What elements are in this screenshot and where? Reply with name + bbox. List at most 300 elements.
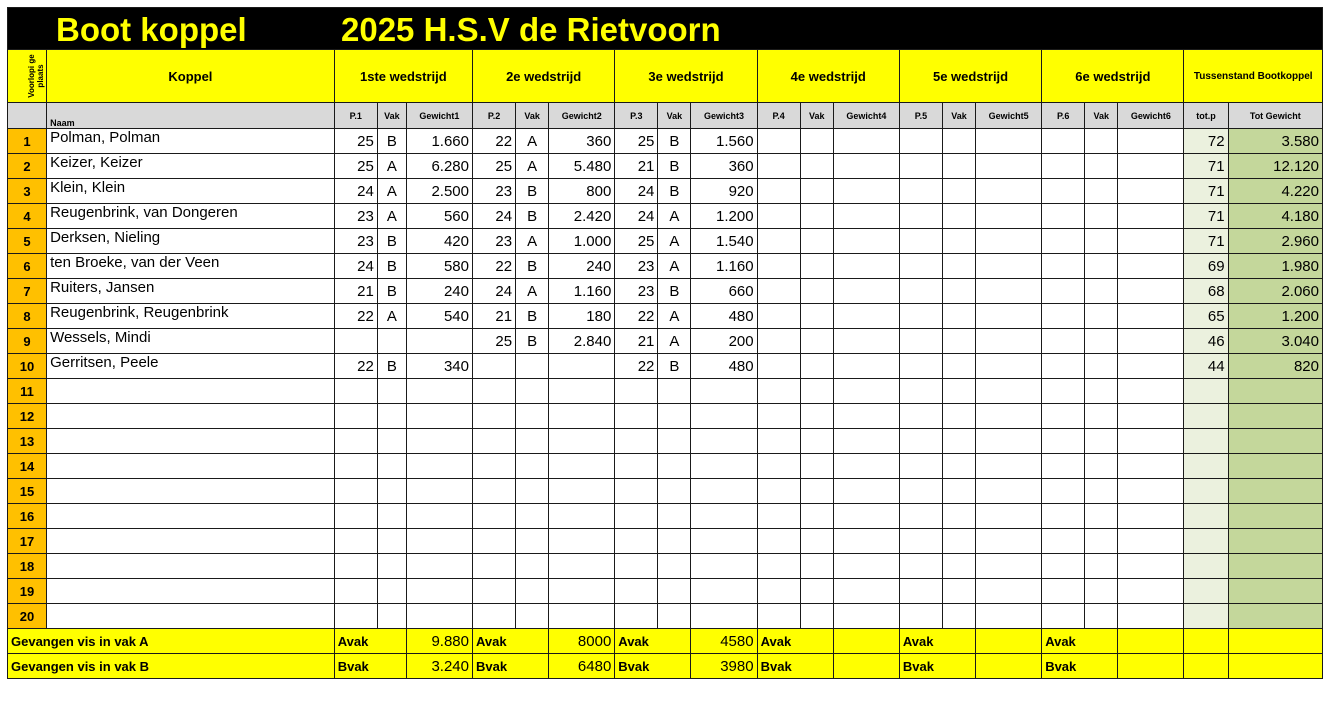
vak-cell[interactable] <box>800 304 833 329</box>
vak-cell[interactable]: A <box>516 229 549 254</box>
vak-cell[interactable] <box>516 554 549 579</box>
points-cell[interactable] <box>899 279 942 304</box>
vak-cell[interactable] <box>1085 504 1118 529</box>
weight-cell[interactable]: 540 <box>406 304 472 329</box>
subheader-gewicht-3[interactable]: Gewicht3 <box>691 103 757 129</box>
weight-cell[interactable] <box>976 154 1042 179</box>
vak-cell[interactable] <box>516 529 549 554</box>
points-cell[interactable] <box>473 554 516 579</box>
points-cell[interactable]: 21 <box>473 304 516 329</box>
weight-cell[interactable] <box>976 204 1042 229</box>
vak-cell[interactable] <box>1085 379 1118 404</box>
vak-cell[interactable] <box>658 404 691 429</box>
weight-cell[interactable] <box>976 179 1042 204</box>
points-cell[interactable] <box>615 429 658 454</box>
vak-cell[interactable] <box>377 379 406 404</box>
points-cell[interactable] <box>473 379 516 404</box>
points-cell[interactable] <box>1042 579 1085 604</box>
vak-cell[interactable] <box>516 504 549 529</box>
total-points-cell[interactable]: 72 <box>1184 129 1228 154</box>
vak-cell[interactable] <box>942 179 975 204</box>
weight-cell[interactable] <box>691 604 757 629</box>
points-cell[interactable]: 25 <box>615 129 658 154</box>
rank-cell[interactable]: 9 <box>8 329 47 354</box>
vak-cell[interactable]: B <box>516 204 549 229</box>
subheader-vak-4[interactable]: Vak <box>800 103 833 129</box>
points-cell[interactable] <box>757 354 800 379</box>
footer-label[interactable]: Gevangen vis in vak B <box>8 654 335 679</box>
weight-cell[interactable] <box>1118 129 1184 154</box>
points-cell[interactable] <box>757 379 800 404</box>
points-cell[interactable] <box>899 429 942 454</box>
name-cell[interactable]: Reugenbrink, van Dongeren <box>47 204 335 229</box>
points-cell[interactable] <box>615 579 658 604</box>
vak-cell[interactable] <box>377 504 406 529</box>
weight-cell[interactable] <box>691 404 757 429</box>
subheader-p-2[interactable]: P.2 <box>473 103 516 129</box>
vak-cell[interactable] <box>1085 479 1118 504</box>
total-weight-cell[interactable] <box>1228 429 1322 454</box>
points-cell[interactable] <box>1042 604 1085 629</box>
vak-cell[interactable] <box>942 254 975 279</box>
weight-cell[interactable] <box>976 329 1042 354</box>
points-cell[interactable] <box>1042 129 1085 154</box>
points-cell[interactable] <box>334 329 377 354</box>
points-cell[interactable] <box>334 579 377 604</box>
weight-cell[interactable] <box>833 529 899 554</box>
total-weight-cell[interactable]: 3.040 <box>1228 329 1322 354</box>
points-cell[interactable] <box>473 579 516 604</box>
points-cell[interactable] <box>1042 329 1085 354</box>
vak-cell[interactable] <box>800 279 833 304</box>
total-points-cell[interactable] <box>1184 579 1228 604</box>
footer-value[interactable] <box>976 629 1042 654</box>
total-points-cell[interactable] <box>1184 529 1228 554</box>
subheader-gewicht-2[interactable]: Gewicht2 <box>549 103 615 129</box>
footer-value[interactable] <box>976 654 1042 679</box>
rank-cell[interactable]: 11 <box>8 379 47 404</box>
points-cell[interactable] <box>615 504 658 529</box>
subheader-vak-1[interactable]: Vak <box>377 103 406 129</box>
footer-value[interactable]: 8000 <box>549 629 615 654</box>
vak-cell[interactable] <box>1085 304 1118 329</box>
points-cell[interactable] <box>757 429 800 454</box>
weight-cell[interactable] <box>549 379 615 404</box>
weight-cell[interactable] <box>549 604 615 629</box>
points-cell[interactable] <box>334 529 377 554</box>
total-weight-cell[interactable] <box>1228 529 1322 554</box>
weight-cell[interactable] <box>406 329 472 354</box>
vak-cell[interactable] <box>942 529 975 554</box>
vak-cell[interactable] <box>800 554 833 579</box>
vak-cell[interactable] <box>1085 604 1118 629</box>
vak-cell[interactable]: A <box>377 179 406 204</box>
total-weight-cell[interactable]: 1.980 <box>1228 254 1322 279</box>
name-cell[interactable]: Derksen, Nieling <box>47 229 335 254</box>
total-weight-cell[interactable] <box>1228 604 1322 629</box>
vak-cell[interactable] <box>942 354 975 379</box>
points-cell[interactable] <box>334 554 377 579</box>
points-cell[interactable] <box>899 404 942 429</box>
total-weight-cell[interactable] <box>1228 504 1322 529</box>
weight-cell[interactable] <box>833 354 899 379</box>
weight-cell[interactable]: 240 <box>549 254 615 279</box>
vak-cell[interactable] <box>942 579 975 604</box>
weight-cell[interactable] <box>691 379 757 404</box>
vak-cell[interactable] <box>800 604 833 629</box>
weight-cell[interactable] <box>833 554 899 579</box>
vak-cell[interactable] <box>658 429 691 454</box>
subheader-p-3[interactable]: P.3 <box>615 103 658 129</box>
header-koppel[interactable]: Koppel <box>47 50 335 103</box>
points-cell[interactable] <box>1042 379 1085 404</box>
weight-cell[interactable]: 420 <box>406 229 472 254</box>
points-cell[interactable]: 22 <box>473 254 516 279</box>
total-points-cell[interactable] <box>1184 429 1228 454</box>
name-cell[interactable] <box>47 454 335 479</box>
rank-cell[interactable]: 16 <box>8 504 47 529</box>
points-cell[interactable] <box>899 529 942 554</box>
weight-cell[interactable] <box>1118 229 1184 254</box>
weight-cell[interactable] <box>549 354 615 379</box>
rank-cell[interactable]: 19 <box>8 579 47 604</box>
vak-cell[interactable] <box>800 579 833 604</box>
points-cell[interactable] <box>757 179 800 204</box>
points-cell[interactable]: 24 <box>334 179 377 204</box>
weight-cell[interactable] <box>976 229 1042 254</box>
points-cell[interactable] <box>473 429 516 454</box>
vak-cell[interactable] <box>800 404 833 429</box>
vak-cell[interactable]: A <box>377 154 406 179</box>
total-weight-cell[interactable]: 2.060 <box>1228 279 1322 304</box>
footer-vak-tag[interactable]: Bvak <box>1042 654 1118 679</box>
weight-cell[interactable] <box>549 479 615 504</box>
subheader-totp[interactable]: tot.p <box>1184 103 1228 129</box>
points-cell[interactable] <box>1042 429 1085 454</box>
vak-cell[interactable]: A <box>377 204 406 229</box>
weight-cell[interactable] <box>406 504 472 529</box>
vak-cell[interactable] <box>942 129 975 154</box>
total-weight-cell[interactable] <box>1228 379 1322 404</box>
vak-cell[interactable] <box>800 379 833 404</box>
vak-cell[interactable]: B <box>377 279 406 304</box>
vak-cell[interactable]: B <box>658 279 691 304</box>
rank-cell[interactable]: 5 <box>8 229 47 254</box>
total-weight-cell[interactable]: 4.180 <box>1228 204 1322 229</box>
points-cell[interactable] <box>899 129 942 154</box>
weight-cell[interactable] <box>976 379 1042 404</box>
weight-cell[interactable]: 480 <box>691 304 757 329</box>
vak-cell[interactable] <box>516 479 549 504</box>
weight-cell[interactable] <box>549 554 615 579</box>
points-cell[interactable] <box>1042 154 1085 179</box>
points-cell[interactable] <box>757 279 800 304</box>
vak-cell[interactable]: A <box>658 254 691 279</box>
weight-cell[interactable] <box>833 454 899 479</box>
points-cell[interactable]: 23 <box>334 229 377 254</box>
weight-cell[interactable] <box>1118 479 1184 504</box>
vak-cell[interactable] <box>658 454 691 479</box>
total-points-cell[interactable] <box>1184 554 1228 579</box>
weight-cell[interactable] <box>406 579 472 604</box>
vak-cell[interactable] <box>800 479 833 504</box>
weight-cell[interactable] <box>833 579 899 604</box>
name-cell[interactable]: Keizer, Keizer <box>47 154 335 179</box>
vak-cell[interactable] <box>800 529 833 554</box>
subheader-vak-5[interactable]: Vak <box>942 103 975 129</box>
points-cell[interactable]: 24 <box>473 279 516 304</box>
name-cell[interactable] <box>47 529 335 554</box>
weight-cell[interactable] <box>1118 454 1184 479</box>
points-cell[interactable]: 24 <box>334 254 377 279</box>
header-wedstrijd-1[interactable]: 1ste wedstrijd <box>334 50 472 103</box>
points-cell[interactable] <box>334 604 377 629</box>
points-cell[interactable] <box>757 404 800 429</box>
vak-cell[interactable]: A <box>658 204 691 229</box>
weight-cell[interactable]: 1.560 <box>691 129 757 154</box>
weight-cell[interactable] <box>833 479 899 504</box>
weight-cell[interactable] <box>1118 404 1184 429</box>
footer-blank[interactable] <box>1228 629 1322 654</box>
weight-cell[interactable] <box>406 454 472 479</box>
vak-cell[interactable] <box>800 254 833 279</box>
vak-cell[interactable]: B <box>658 179 691 204</box>
points-cell[interactable] <box>1042 529 1085 554</box>
subheader-blank[interactable] <box>8 103 47 129</box>
total-weight-cell[interactable] <box>1228 554 1322 579</box>
total-points-cell[interactable] <box>1184 504 1228 529</box>
points-cell[interactable] <box>757 504 800 529</box>
vak-cell[interactable] <box>377 454 406 479</box>
vak-cell[interactable] <box>377 404 406 429</box>
weight-cell[interactable] <box>833 504 899 529</box>
points-cell[interactable]: 21 <box>615 329 658 354</box>
points-cell[interactable] <box>757 129 800 154</box>
weight-cell[interactable] <box>976 254 1042 279</box>
vak-cell[interactable]: B <box>516 304 549 329</box>
rank-cell[interactable]: 18 <box>8 554 47 579</box>
vak-cell[interactable] <box>1085 354 1118 379</box>
weight-cell[interactable]: 1.160 <box>691 254 757 279</box>
weight-cell[interactable]: 660 <box>691 279 757 304</box>
points-cell[interactable] <box>757 529 800 554</box>
footer-blank[interactable] <box>1184 654 1228 679</box>
footer-vak-tag[interactable]: Bvak <box>473 654 549 679</box>
weight-cell[interactable] <box>976 454 1042 479</box>
total-weight-cell[interactable]: 1.200 <box>1228 304 1322 329</box>
footer-label[interactable]: Gevangen vis in vak A <box>8 629 335 654</box>
vak-cell[interactable] <box>1085 279 1118 304</box>
vak-cell[interactable] <box>1085 254 1118 279</box>
points-cell[interactable] <box>615 454 658 479</box>
vak-cell[interactable]: A <box>658 304 691 329</box>
header-tussenstand[interactable]: Tussenstand Bootkoppel <box>1184 50 1323 103</box>
total-weight-cell[interactable] <box>1228 479 1322 504</box>
points-cell[interactable] <box>1042 204 1085 229</box>
weight-cell[interactable] <box>406 429 472 454</box>
points-cell[interactable]: 25 <box>334 129 377 154</box>
points-cell[interactable] <box>757 579 800 604</box>
points-cell[interactable] <box>899 254 942 279</box>
subheader-p-5[interactable]: P.5 <box>899 103 942 129</box>
total-points-cell[interactable]: 44 <box>1184 354 1228 379</box>
points-cell[interactable] <box>1042 479 1085 504</box>
points-cell[interactable] <box>615 529 658 554</box>
points-cell[interactable] <box>334 504 377 529</box>
weight-cell[interactable]: 920 <box>691 179 757 204</box>
footer-vak-tag[interactable]: Avak <box>473 629 549 654</box>
weight-cell[interactable]: 2.420 <box>549 204 615 229</box>
points-cell[interactable] <box>757 329 800 354</box>
footer-value[interactable]: 4580 <box>691 629 757 654</box>
points-cell[interactable]: 21 <box>334 279 377 304</box>
vak-cell[interactable] <box>1085 579 1118 604</box>
vak-cell[interactable] <box>1085 179 1118 204</box>
points-cell[interactable] <box>757 479 800 504</box>
total-weight-cell[interactable] <box>1228 579 1322 604</box>
weight-cell[interactable] <box>833 129 899 154</box>
points-cell[interactable] <box>615 479 658 504</box>
points-cell[interactable] <box>615 404 658 429</box>
total-weight-cell[interactable]: 12.120 <box>1228 154 1322 179</box>
points-cell[interactable] <box>899 454 942 479</box>
vak-cell[interactable] <box>516 354 549 379</box>
name-cell[interactable]: Reugenbrink, Reugenbrink <box>47 304 335 329</box>
weight-cell[interactable]: 560 <box>406 204 472 229</box>
weight-cell[interactable] <box>976 604 1042 629</box>
vak-cell[interactable] <box>942 379 975 404</box>
points-cell[interactable] <box>899 204 942 229</box>
weight-cell[interactable] <box>833 304 899 329</box>
vak-cell[interactable] <box>942 304 975 329</box>
subheader-vak-2[interactable]: Vak <box>516 103 549 129</box>
weight-cell[interactable] <box>833 379 899 404</box>
subheader-totg[interactable]: Tot Gewicht <box>1228 103 1322 129</box>
header-wedstrijd-4[interactable]: 4e wedstrijd <box>757 50 899 103</box>
vak-cell[interactable] <box>942 229 975 254</box>
weight-cell[interactable] <box>406 604 472 629</box>
points-cell[interactable] <box>1042 504 1085 529</box>
points-cell[interactable] <box>899 229 942 254</box>
weight-cell[interactable]: 360 <box>691 154 757 179</box>
vak-cell[interactable] <box>377 554 406 579</box>
weight-cell[interactable] <box>691 454 757 479</box>
points-cell[interactable]: 22 <box>615 304 658 329</box>
vak-cell[interactable]: B <box>377 129 406 154</box>
weight-cell[interactable] <box>691 529 757 554</box>
weight-cell[interactable] <box>406 379 472 404</box>
vak-cell[interactable] <box>800 129 833 154</box>
total-points-cell[interactable]: 71 <box>1184 179 1228 204</box>
points-cell[interactable] <box>757 204 800 229</box>
rank-cell[interactable]: 14 <box>8 454 47 479</box>
footer-vak-tag[interactable]: Avak <box>615 629 691 654</box>
name-cell[interactable]: ten Broeke, van der Veen <box>47 254 335 279</box>
footer-blank[interactable] <box>1184 629 1228 654</box>
total-weight-cell[interactable]: 2.960 <box>1228 229 1322 254</box>
points-cell[interactable]: 25 <box>473 154 516 179</box>
vak-cell[interactable] <box>377 579 406 604</box>
weight-cell[interactable] <box>976 479 1042 504</box>
total-points-cell[interactable] <box>1184 379 1228 404</box>
weight-cell[interactable]: 1.000 <box>549 229 615 254</box>
vak-cell[interactable] <box>516 404 549 429</box>
weight-cell[interactable] <box>976 529 1042 554</box>
subheader-gewicht-4[interactable]: Gewicht4 <box>833 103 899 129</box>
vak-cell[interactable] <box>1085 529 1118 554</box>
vak-cell[interactable]: A <box>658 229 691 254</box>
header-wedstrijd-5[interactable]: 5e wedstrijd <box>899 50 1041 103</box>
rank-cell[interactable]: 4 <box>8 204 47 229</box>
weight-cell[interactable] <box>1118 504 1184 529</box>
weight-cell[interactable] <box>406 529 472 554</box>
vak-cell[interactable] <box>942 279 975 304</box>
total-points-cell[interactable] <box>1184 404 1228 429</box>
weight-cell[interactable] <box>1118 554 1184 579</box>
vak-cell[interactable] <box>658 529 691 554</box>
name-cell[interactable]: Gerritsen, Peele <box>47 354 335 379</box>
weight-cell[interactable] <box>691 429 757 454</box>
vak-cell[interactable]: B <box>516 179 549 204</box>
points-cell[interactable]: 25 <box>473 329 516 354</box>
weight-cell[interactable] <box>976 404 1042 429</box>
vak-cell[interactable] <box>658 479 691 504</box>
weight-cell[interactable] <box>976 579 1042 604</box>
total-points-cell[interactable]: 71 <box>1184 229 1228 254</box>
footer-vak-tag[interactable]: Avak <box>1042 629 1118 654</box>
points-cell[interactable] <box>757 604 800 629</box>
weight-cell[interactable] <box>1118 429 1184 454</box>
vak-cell[interactable] <box>377 429 406 454</box>
points-cell[interactable]: 22 <box>615 354 658 379</box>
points-cell[interactable] <box>757 154 800 179</box>
footer-vak-tag[interactable]: Bvak <box>334 654 406 679</box>
weight-cell[interactable] <box>691 504 757 529</box>
points-cell[interactable]: 24 <box>615 204 658 229</box>
points-cell[interactable]: 22 <box>334 354 377 379</box>
weight-cell[interactable] <box>1118 204 1184 229</box>
points-cell[interactable] <box>899 479 942 504</box>
footer-vak-tag[interactable]: Avak <box>899 629 975 654</box>
points-cell[interactable]: 21 <box>615 154 658 179</box>
weight-cell[interactable] <box>549 504 615 529</box>
vak-cell[interactable] <box>1085 129 1118 154</box>
vak-cell[interactable] <box>1085 454 1118 479</box>
vak-cell[interactable] <box>516 579 549 604</box>
vak-cell[interactable]: A <box>658 329 691 354</box>
total-weight-cell[interactable] <box>1228 404 1322 429</box>
points-cell[interactable] <box>1042 229 1085 254</box>
vak-cell[interactable] <box>800 429 833 454</box>
points-cell[interactable]: 23 <box>473 229 516 254</box>
rank-cell[interactable]: 2 <box>8 154 47 179</box>
points-cell[interactable]: 23 <box>615 279 658 304</box>
weight-cell[interactable] <box>976 129 1042 154</box>
points-cell[interactable]: 25 <box>334 154 377 179</box>
points-cell[interactable] <box>899 304 942 329</box>
rank-cell[interactable]: 7 <box>8 279 47 304</box>
subheader-gewicht-5[interactable]: Gewicht5 <box>976 103 1042 129</box>
weight-cell[interactable]: 580 <box>406 254 472 279</box>
weight-cell[interactable] <box>406 404 472 429</box>
vak-cell[interactable] <box>516 604 549 629</box>
points-cell[interactable] <box>1042 179 1085 204</box>
points-cell[interactable] <box>615 379 658 404</box>
vak-cell[interactable]: B <box>658 354 691 379</box>
points-cell[interactable] <box>757 254 800 279</box>
weight-cell[interactable] <box>1118 579 1184 604</box>
name-cell[interactable] <box>47 579 335 604</box>
